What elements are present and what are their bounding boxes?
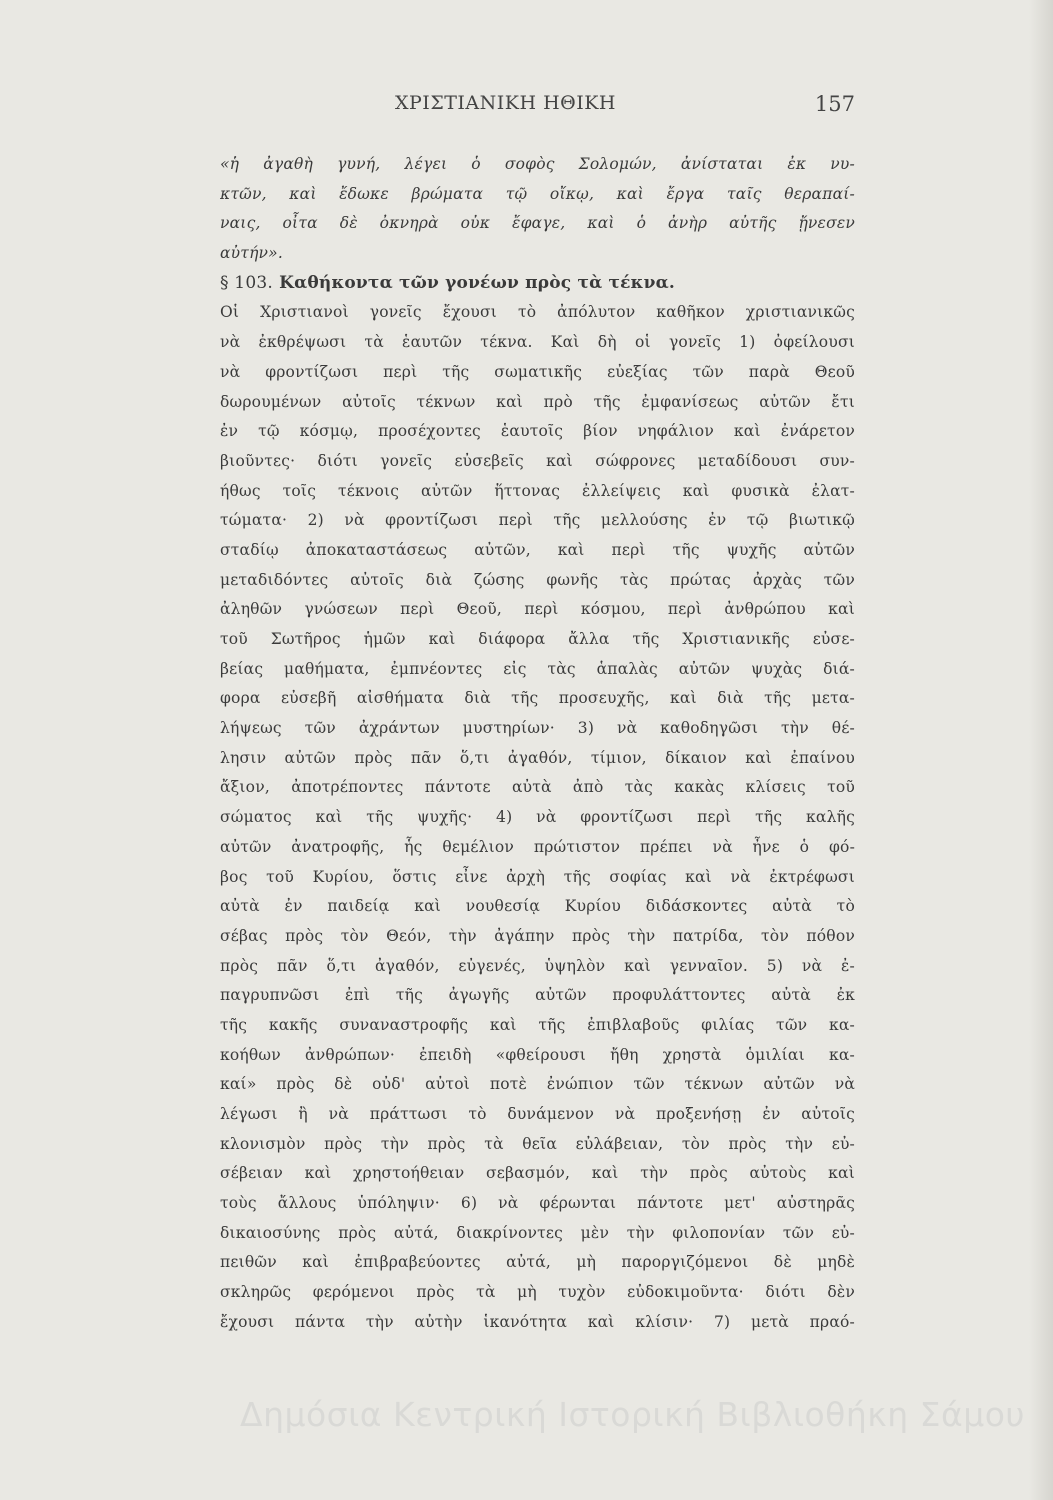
- section-heading: [220, 269, 855, 299]
- running-title: ΧΡΙΣΤΙΑΝΙΚΗ ΗΘΙΚΗ: [395, 92, 616, 114]
- body-line: λέγωσι ἢ νὰ πράττωσι τὸ δυνάμενον νὰ προξενήσῃ ἐν αὐτοῖς: [220, 1105, 855, 1123]
- body-line: σταδίῳ ἀποκαταστάσεως αὐτῶν, καὶ περὶ τῆς ψυχῆς αὐτῶν: [220, 540, 855, 559]
- body-line: τοὺς ἄλλους ὑπόληψιν· 6) νὰ φέρωνται πάντοτε μετ' αὐστηρᾶς: [220, 1194, 855, 1213]
- body-line: δωρουμένων αὐτοῖς τέκνων καὶ πρὸ τῆς ἐμφανίσεως αὐτῶν ἔτι: [220, 392, 855, 411]
- body-line: πειθῶν καὶ ἐπιβραβεύοντες αὐτά, μὴ παροργιζόμενοι δὲ μηδὲ: [220, 1253, 855, 1272]
- body-line: νὰ φροντίζωσι περὶ τῆς σωματικῆς εὐεξίας τῶν παρὰ Θεοῦ: [220, 362, 855, 381]
- body-line: αὐτὰ ἐν παιδείᾳ καὶ νουθεσίᾳ Κυρίου διδάσκοντες αὐτὰ τὸ: [220, 897, 855, 916]
- body-line: σώματος καὶ τῆς ψυχῆς· 4) νὰ φροντίζωσι περὶ τῆς καλῆς: [220, 808, 855, 827]
- body-line: κοήθων ἀνθρώπων· ἐπειδὴ «φθείρουσι ἤθη χρηστὰ ὁμιλίαι κα-: [220, 1045, 855, 1064]
- body-line: τῆς κακῆς συναναστροφῆς καὶ τῆς ἐπιβλαβοῦς φιλίας τῶν κα-: [220, 1015, 855, 1034]
- body-line: δικαιοσύνης πρὸς αὐτά, διακρίνοντες μὲν τὴν φιλοπονίαν τῶν εὐ-: [220, 1223, 855, 1242]
- body-line: βείας μαθήματα, ἐμπνέοντες εἰς τὰς ἁπαλὰς αὐτῶν ψυχὰς διά-: [220, 659, 855, 678]
- body-line: σέβας πρὸς τὸν Θεόν, τὴν ἀγάπην πρὸς τὴν πατρίδα, τὸν πόθον: [220, 926, 855, 945]
- body-line: ἐν τῷ κόσμῳ, προσέχοντες ἑαυτοῖς βίον νηφάλιον καὶ ἐνάρετον: [220, 422, 855, 441]
- quote-line: «ἡ ἀγαθὴ γυνή, λέγει ὁ σοφὸς Σολομών, ἀνίσταται ἐκ νυ-: [220, 155, 855, 173]
- body-line: φορα εὐσεβῆ αἰσθήματα διὰ τῆς προσευχῆς, καὶ διὰ τῆς μετα-: [220, 689, 855, 708]
- body-line: λήψεως τῶν ἀχράντων μυστηρίων· 3) νὰ καθοδηγῶσι τὴν θέ-: [220, 719, 855, 738]
- body-line: παγρυπνῶσι ἐπὶ τῆς ἀγωγῆς αὐτῶν προφυλάττοντες αὐτὰ ἐκ: [220, 986, 855, 1005]
- body-line: λησιν αὐτῶν πρὸς πᾶν ὅ,τι ἀγαθόν, τίμιον, δίκαιον καὶ ἐπαίνου: [220, 748, 855, 767]
- body-line: Οἱ Χριστιανοὶ γονεῖς ἔχουσι τὸ ἀπόλυτον καθῆκον χριστιανικῶς: [220, 303, 855, 322]
- quote-line: κτῶν, καὶ ἔδωκε βρώματα τῷ οἴκῳ, καὶ ἔργα ταῖς θεραπαί-: [220, 184, 855, 203]
- body-line: νὰ ἐκθρέψωσι τὰ ἑαυτῶν τέκνα. Καὶ δὴ οἱ γονεῖς 1) ὀφείλουσι: [220, 333, 855, 352]
- page-edge-shadow: [1029, 0, 1053, 1500]
- body-line: βος τοῦ Κυρίου, ὅστις εἶνε ἀρχὴ τῆς σοφίας καὶ νὰ ἐκτρέφωσι: [220, 867, 855, 886]
- body-line: βιοῦντες· διότι γονεῖς εὐσεβεῖς καὶ σώφρονες μεταδίδουσι συν-: [220, 451, 855, 470]
- body-line: σέβειαν καὶ χρηστοήθειαν σεβασμόν, καὶ τὴν πρὸς αὐτοὺς καὶ: [220, 1164, 855, 1183]
- page-number: 157: [814, 92, 855, 116]
- body-line: ἔχουσι πάντα τὴν αὐτὴν ἱκανότητα καὶ κλίσιν· 7) μετὰ πραό-: [220, 1312, 855, 1331]
- body-line: αὐτῶν ἀνατροφῆς, ἧς θεμέλιον πρώτιστον πρέπει νὰ ἦνε ὁ φό-: [220, 837, 855, 856]
- body-line: ἄξιον, ἀποτρέποντες πάντοτε αὐτὰ ἀπὸ τὰς κακὰς κλίσεις τοῦ: [220, 778, 855, 797]
- body-line: καί» πρὸς δὲ οὐδ' αὐτοὶ ποτὲ ἐνώπιον τῶν τέκνων αὐτῶν νὰ: [220, 1075, 855, 1094]
- section-number: § 103.: [220, 272, 273, 293]
- quote-line: ναις, οἶτα δὲ ὀκνηρὰ οὐκ ἔφαγε, καὶ ὁ ἀνὴρ αὐτῆς ᾔνεσεν: [220, 214, 855, 233]
- section-title: Καθήκοντα τῶν γονέων πρὸς τὰ τέκνα.: [279, 272, 676, 293]
- body-line: κλονισμὸν πρὸς τὴν πρὸς τὰ θεῖα εὐλάβειαν, τὸν πρὸς τὴν εὐ-: [220, 1134, 855, 1153]
- body-line: πρὸς πᾶν ὅ,τι ἀγαθόν, εὐγενές, ὑψηλὸν καὶ γενναῖον. 5) νὰ ἐ-: [220, 956, 855, 975]
- body-line: μεταδιδόντες αὐτοῖς διὰ ζώσης φωνῆς τὰς πρώτας ἀρχὰς τῶν: [220, 570, 855, 589]
- body-line: τώματα· 2) νὰ φροντίζωσι περὶ τῆς μελλούσης ἐν τῷ βιωτικῷ: [220, 511, 855, 530]
- page-body: [220, 150, 855, 1338]
- body-line: ήθως τοῖς τέκνοις αὐτῶν ἥττονας ἐλλείψεις καὶ φυσικὰ ἐλατ-: [220, 481, 855, 500]
- library-watermark: Δημόσια Κεντρική Ιστορική Βιβλιοθήκη Σάμου: [240, 1395, 1026, 1434]
- body-line: τοῦ Σωτῆρος ἡμῶν καὶ διάφορα ἄλλα τῆς Χριστιανικῆς εὐσε-: [220, 630, 855, 648]
- body-line: σκληρῶς φερόμενοι πρὸς τὰ μὴ τυχὸν εὐδοκιμοῦντα· διότι δὲν: [220, 1283, 855, 1302]
- quote-line: αὐτήν».: [220, 244, 283, 263]
- page-header: [215, 92, 855, 132]
- body-line: ἀληθῶν γνώσεων περὶ Θεοῦ, περὶ κόσμου, περὶ ἀνθρώπου καὶ: [220, 600, 855, 619]
